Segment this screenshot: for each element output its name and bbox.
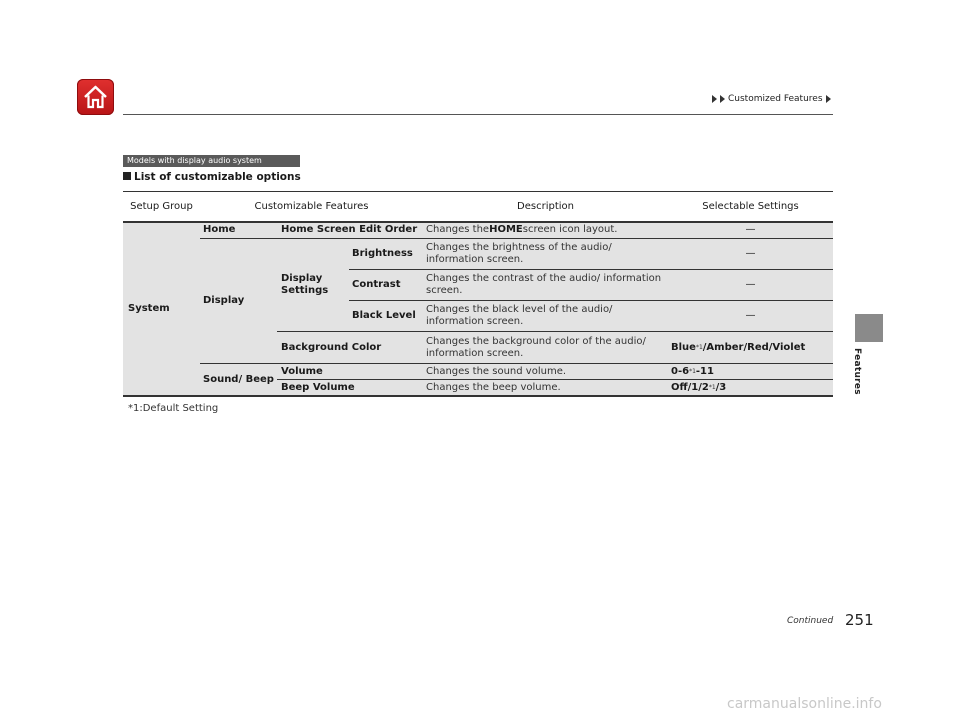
breadcrumb-text: Customized Features	[728, 94, 823, 104]
subgroup-home: Home	[203, 224, 236, 235]
desc-contrast: Changes the contrast of the audio/ information screen.	[426, 273, 662, 296]
breadcrumb-arrow-icon	[826, 95, 831, 103]
header-description: Description	[517, 200, 574, 212]
feature-contrast: Contrast	[352, 279, 401, 290]
feature-brightness: Brightness	[352, 248, 413, 259]
setting-contrast: —	[745, 279, 756, 290]
breadcrumb-arrow-icon	[712, 95, 717, 103]
desc-background-color: Changes the background color of the audio/ information screen.	[426, 335, 646, 359]
desc-home-screen-edit-order: Changes the HOME screen icon layout.	[426, 224, 618, 235]
home-button[interactable]	[77, 79, 114, 115]
setting-black-level: —	[745, 310, 756, 321]
feature-volume: Volume	[281, 365, 323, 377]
side-tab-marker[interactable]	[855, 314, 883, 342]
subgroup-sound-beep: Sound/ Beep	[203, 373, 274, 385]
feature-beep-volume: Beep Volume	[281, 381, 355, 393]
desc-beep-volume: Changes the beep volume.	[426, 381, 561, 393]
group-system: System	[128, 303, 170, 314]
model-badge: Models with display audio system	[123, 155, 300, 167]
setting-brightness: —	[745, 248, 756, 259]
side-tab-label: Features	[852, 348, 862, 395]
header-rule	[123, 114, 833, 115]
setting-beep-volume: Off/1/2 *1 /3	[671, 381, 727, 393]
breadcrumb-arrow-icon	[720, 95, 725, 103]
watermark: carmanualsonline.info	[727, 696, 882, 712]
feature-background-color: Background Color	[281, 341, 382, 353]
header-selectable-settings: Selectable Settings	[702, 200, 799, 212]
setting-volume: 0-6 *1 -11	[671, 365, 714, 377]
footnote: *1:Default Setting	[128, 403, 219, 414]
section-title: List of customizable options	[123, 171, 301, 183]
setting-background-color: Blue *1 /Amber/Red/Violet	[671, 341, 806, 353]
page-number: 251	[845, 611, 874, 629]
subgroup-display: Display	[203, 295, 245, 306]
feature-home-screen-edit-order: Home Screen Edit Order	[281, 224, 418, 235]
header-setup-group: Setup Group	[130, 200, 193, 212]
feature-black-level: Black Level	[352, 310, 416, 321]
desc-black-level: Changes the black level of the audio/ information screen.	[426, 304, 613, 327]
breadcrumb[interactable]	[712, 94, 831, 104]
section-bullet-icon	[123, 172, 131, 180]
setting-home-screen-edit-order: —	[745, 224, 756, 235]
header-customizable-features: Customizable Features	[254, 200, 369, 212]
subgroup-display-settings: Display Settings	[281, 273, 329, 296]
customizable-options-table	[123, 191, 833, 397]
desc-volume: Changes the sound volume.	[426, 365, 567, 377]
desc-brightness: Changes the brightness of the audio/ information screen.	[426, 242, 612, 265]
table-bottom-rule	[123, 395, 833, 397]
home-icon	[82, 84, 109, 110]
continued-label: Continued	[787, 616, 834, 626]
